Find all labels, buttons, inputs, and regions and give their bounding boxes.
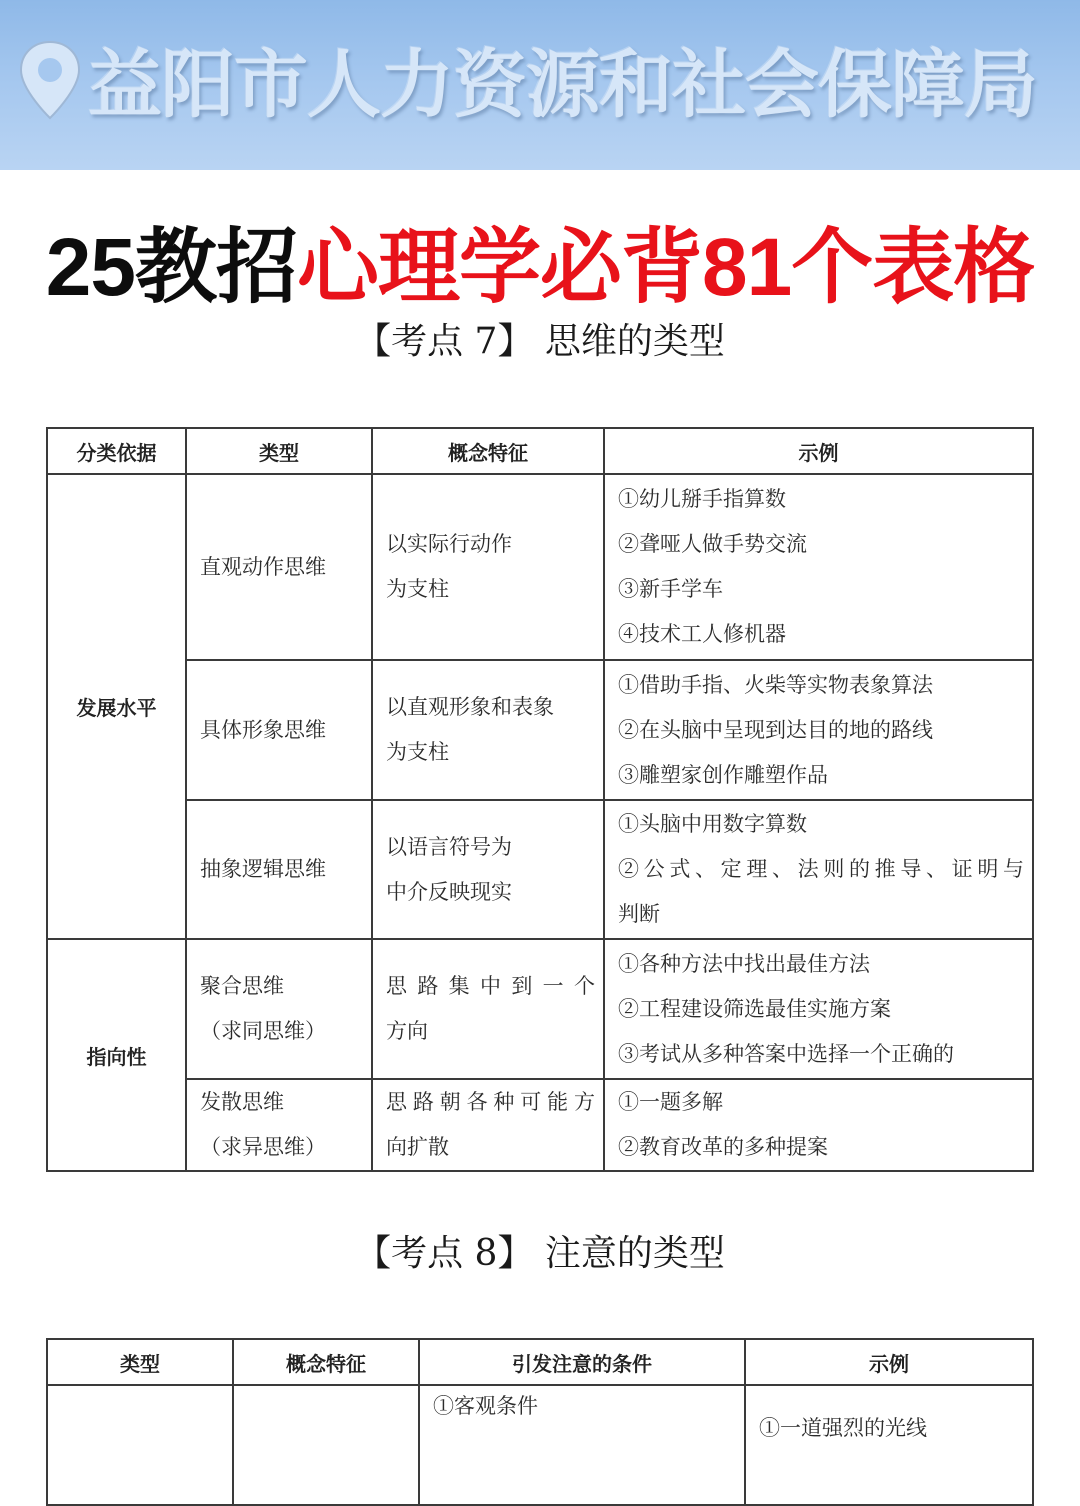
section-heading-7: 【考点 7】 思维的类型 — [355, 321, 725, 362]
example-cell — [604, 1079, 1033, 1171]
section-heading-8: 【考点 8】 注意的类型 — [355, 1233, 725, 1274]
example-text: ①各种方法中找出最佳方法 — [618, 951, 870, 976]
type-cell — [186, 800, 372, 939]
condition-text: ①客观条件 — [433, 1394, 538, 1418]
example-cell — [745, 1385, 1033, 1505]
feature-cell — [372, 939, 604, 1079]
example-text: ③雕塑家创作雕塑作品 — [618, 762, 828, 787]
header-cell: 引发注意的条件 — [419, 1339, 745, 1385]
example-cell — [604, 800, 1033, 939]
page-title — [0, 218, 1080, 318]
type-text: 聚合思维 — [200, 974, 284, 998]
organization-name: 益阳市人力资源和社会保障局 — [88, 42, 1037, 128]
type-cell — [186, 939, 372, 1079]
table-row — [47, 800, 1033, 939]
header-cell: 类型 — [47, 1339, 233, 1385]
table-row — [47, 660, 1033, 800]
location-pin-icon — [16, 38, 84, 122]
table-row — [47, 1385, 1033, 1505]
feature-text: 以直观形象和表象 — [386, 695, 554, 719]
feature-text: 为支柱 — [386, 740, 449, 764]
header-cell: 概念特征 — [233, 1339, 419, 1385]
type-text: （求同思维） — [200, 1019, 326, 1043]
feature-cell — [233, 1385, 419, 1505]
type-text: （求异思维） — [200, 1135, 326, 1159]
feature-cell — [372, 660, 604, 800]
table-header-row — [47, 428, 1033, 474]
feature-cell — [372, 474, 604, 660]
feature-text: 方向 — [386, 1019, 428, 1043]
category-cell: 指向性 — [47, 939, 186, 1171]
example-cell — [604, 660, 1033, 800]
table-row — [47, 939, 1033, 1079]
title-highlight: 心理学必背81个表格 — [297, 222, 1035, 313]
feature-text: 中介反映现实 — [386, 879, 512, 904]
type-text: 直观动作思维 — [200, 554, 326, 579]
example-text: ①一题多解 — [618, 1090, 723, 1114]
type-text: 抽象逻辑思维 — [200, 857, 326, 881]
header-cell: 分类依据 — [47, 428, 186, 474]
example-text: 判断 — [618, 902, 660, 926]
type-cell — [47, 1385, 233, 1505]
type-cell — [186, 1079, 372, 1171]
title-prefix: 25教招 — [45, 222, 297, 313]
example-text: ②工程建设筛选最佳实施方案 — [618, 996, 891, 1021]
table-row — [47, 474, 1033, 660]
feature-text: 思路集中到一个 — [386, 974, 595, 998]
header-banner — [0, 0, 1080, 170]
header-cell: 示例 — [604, 428, 1033, 474]
condition-cell — [419, 1385, 745, 1505]
thinking-types-table — [46, 427, 1034, 1172]
table-header-row — [47, 1339, 1033, 1385]
feature-text: 以实际行动作 — [386, 532, 512, 556]
header-cell: 类型 — [186, 428, 372, 474]
example-text: ②教育改革的多种提案 — [618, 1135, 828, 1159]
example-text: ②公式、定理、法则的推导、证明与 — [618, 857, 1024, 881]
header-cell: 概念特征 — [372, 428, 604, 474]
example-cell — [604, 474, 1033, 660]
type-text: 具体形象思维 — [200, 717, 326, 742]
example-text: ④技术工人修机器 — [618, 622, 786, 646]
type-text: 发散思维 — [200, 1090, 284, 1114]
feature-text: 以语言符号为 — [386, 834, 512, 859]
category-cell: 发展水平 — [47, 474, 186, 939]
feature-text: 思路朝各种可能方 — [386, 1090, 595, 1114]
type-cell — [186, 660, 372, 800]
header-cell: 示例 — [745, 1339, 1033, 1385]
table-row — [47, 1079, 1033, 1171]
feature-cell — [372, 800, 604, 939]
example-text: ①头脑中用数字算数 — [618, 812, 807, 836]
type-cell — [186, 474, 372, 660]
attention-types-table — [46, 1338, 1034, 1506]
example-text: ②聋哑人做手势交流 — [618, 532, 807, 556]
example-text: ③考试从多种答案中选择一个正确的 — [618, 1041, 954, 1066]
example-text: ①借助手指、火柴等实物表象算法 — [618, 672, 933, 697]
feature-cell — [372, 1079, 604, 1171]
feature-text: 向扩散 — [386, 1135, 449, 1159]
feature-text: 为支柱 — [386, 577, 449, 601]
example-text: ③新手学车 — [618, 577, 723, 601]
example-cell — [604, 939, 1033, 1079]
example-text: ②在头脑中呈现到达目的地的路线 — [618, 717, 933, 742]
example-text: ①幼儿掰手指算数 — [618, 487, 786, 511]
example-text: ①一道强烈的光线 — [759, 1416, 927, 1440]
